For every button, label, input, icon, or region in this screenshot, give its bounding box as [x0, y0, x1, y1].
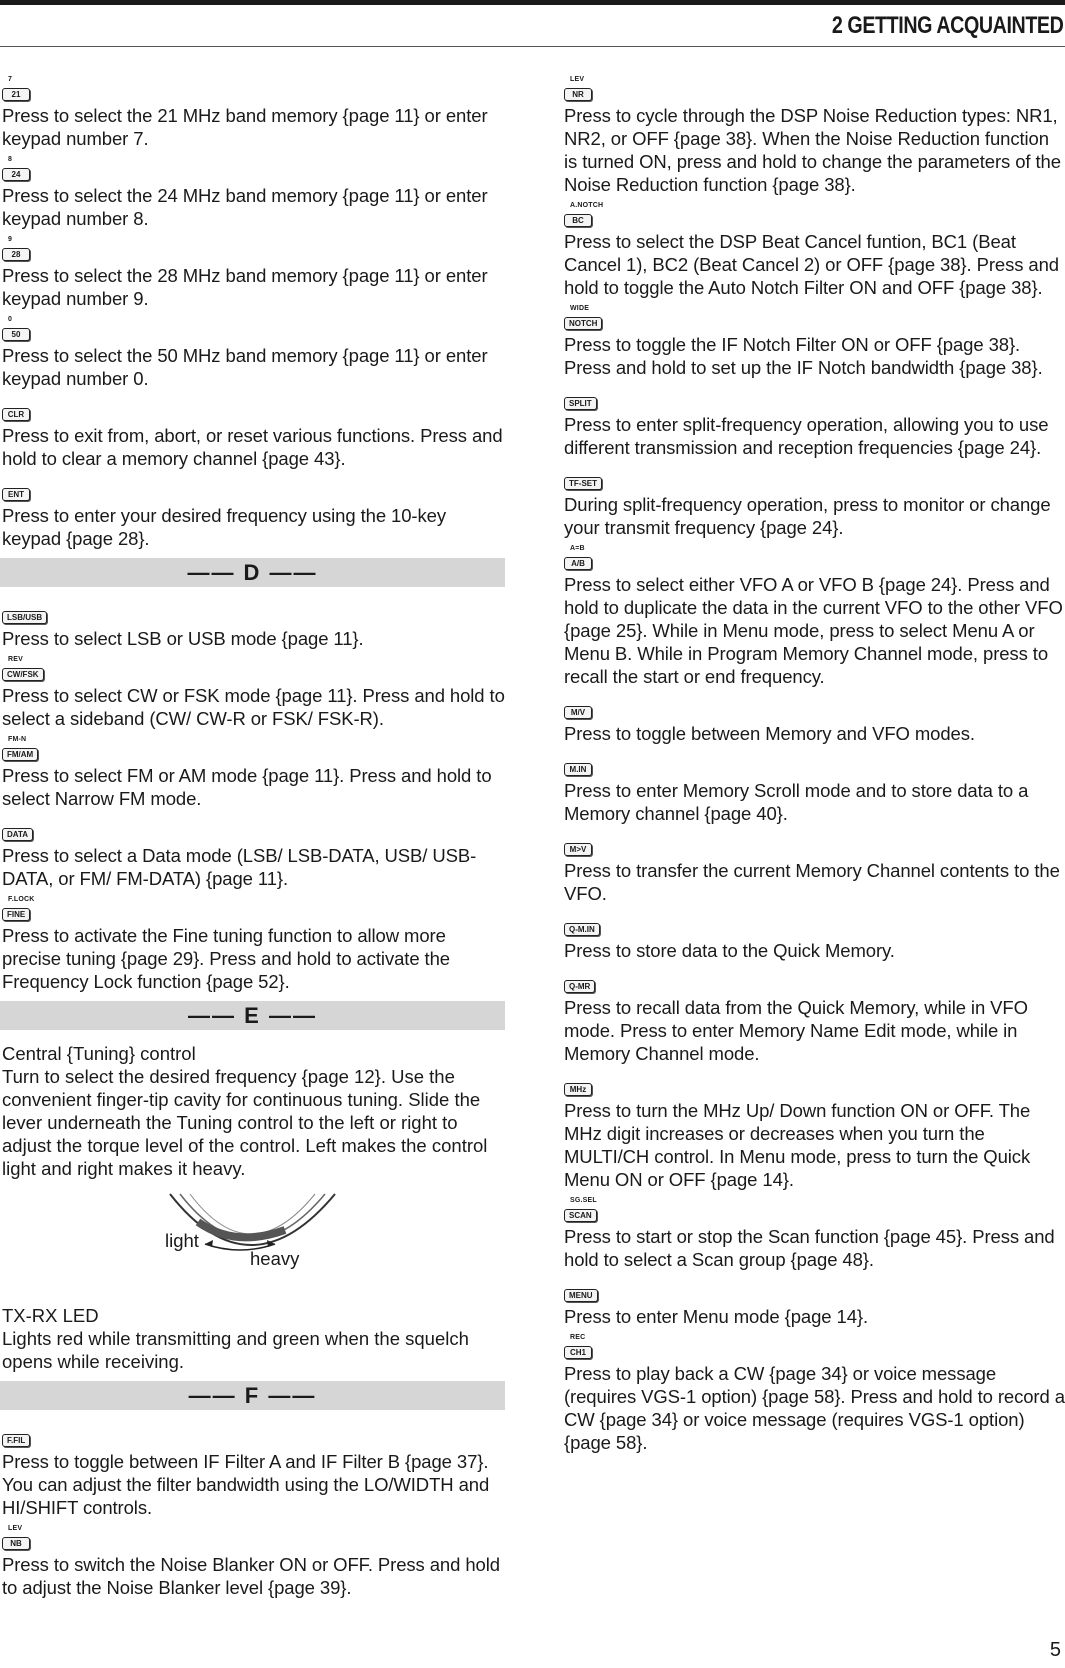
key-illustration — [2, 76, 505, 102]
key-secondary-label — [564, 465, 1065, 473]
dial-heavy-label: heavy — [250, 1248, 300, 1269]
key-secondary-label: SG.SEL — [570, 1197, 597, 1204]
key-description-item — [0, 736, 505, 810]
key-button-icon: 24 — [2, 168, 30, 181]
key-secondary-label — [564, 911, 1065, 919]
key-secondary-label: REC — [570, 1334, 586, 1341]
key-illustration — [2, 599, 505, 625]
key-button-icon: FINE — [2, 908, 30, 921]
key-button-icon: A/B — [564, 557, 592, 570]
key-description-text: Press to select the 24 MHz band memory {page 11} or enter keypad number 8. — [2, 185, 488, 229]
key-illustration — [2, 656, 505, 682]
key-description-item — [0, 896, 505, 993]
key-secondary-label — [564, 831, 1065, 839]
key-description-text: Press to start or stop the Scan function {page 45}. Press and hold to select a Scan group {page 48}. — [564, 1226, 1055, 1270]
key-button-icon: LSB/USB — [2, 611, 47, 624]
key-button-icon: M/V — [564, 706, 592, 719]
key-description-item — [0, 476, 505, 550]
key-description-item — [0, 236, 505, 310]
key-description-item — [562, 545, 1065, 688]
key-description-item — [0, 1525, 505, 1599]
key-button-icon: DATA — [2, 828, 33, 841]
key-secondary-label — [564, 1277, 1065, 1285]
key-description-text: Press to enter Menu mode {page 14}. — [564, 1306, 869, 1327]
key-button-icon: 28 — [2, 248, 30, 261]
top-rule — [0, 0, 1065, 5]
key-description-text: Press to select the 21 MHz band memory {page 11} or enter keypad number 7. — [2, 105, 488, 149]
key-description-text: Press to switch the Noise Blanker ON or OFF. Press and hold to adjust the Noise Blanker level {page 39}. — [2, 1554, 500, 1598]
key-button-icon: SCAN — [564, 1209, 597, 1222]
key-illustration — [564, 465, 1065, 491]
key-button-icon: CLR — [2, 408, 30, 421]
key-illustration — [564, 1334, 1065, 1360]
key-button-icon: MENU — [564, 1289, 598, 1302]
key-button-icon: 50 — [2, 328, 30, 341]
key-secondary-label — [2, 816, 505, 824]
key-button-icon: M>V — [564, 843, 592, 856]
key-button-icon: SPLIT — [564, 397, 597, 410]
key-description-item — [562, 968, 1065, 1065]
left-items-d — [0, 599, 505, 993]
key-description-text: Press to select the DSP Beat Cancel funtion, BC1 (Beat Cancel 1), BC2 (Beat Cancel 2) or OFF {page 38}. Press and hold to toggle the Auto Notch Filter ON and OFF {page 38}. — [564, 231, 1059, 298]
key-description-text: Press to toggle between Memory and VFO modes. — [564, 723, 975, 744]
key-secondary-label — [2, 476, 505, 484]
key-description-item — [0, 656, 505, 730]
left-column — [0, 76, 505, 1605]
key-illustration — [564, 1197, 1065, 1223]
key-illustration — [564, 202, 1065, 228]
key-description-text: Press to select LSB or USB mode {page 11}. — [2, 628, 364, 649]
chapter-title: 2 GETTING ACQUAINTED — [831, 12, 1063, 39]
key-button-icon: NB — [2, 1537, 30, 1550]
key-illustration — [2, 476, 505, 502]
key-button-icon: MHz — [564, 1083, 592, 1096]
key-description-item — [562, 385, 1065, 459]
key-description-item — [562, 1071, 1065, 1191]
key-secondary-label: F.LOCK — [8, 896, 35, 903]
key-description-item — [562, 694, 1065, 745]
key-illustration — [2, 1422, 505, 1448]
key-illustration — [564, 305, 1065, 331]
key-description-text: Press to toggle between IF Filter A and IF Filter B {page 37}. You can adjust the filter bandwidth using the LO/WIDTH and HI/SHIFT controls. — [2, 1451, 490, 1518]
key-description-text: Press to turn the MHz Up/ Down function ON or OFF. The MHz digit increases or decreases when you turn the MULTI/CH control. In Menu mode, press to turn the Quick Menu ON or OFF {page 14}. — [564, 1100, 1031, 1190]
dial-graphic — [0, 1186, 505, 1286]
key-description-text: Press to activate the Fine tuning function to allow more precise tuning {page 29}. Press and hold to activate the Frequency Lock function {page 52}. — [2, 925, 450, 992]
key-button-icon: Q-M.IN — [564, 923, 600, 936]
key-illustration — [564, 545, 1065, 571]
key-illustration — [2, 236, 505, 262]
key-secondary-label — [564, 751, 1065, 759]
key-description-text: Press to enter Memory Scroll mode and to store data to a Memory channel {page 40}. — [564, 780, 1029, 824]
txrx-title: TX-RX LED — [2, 1305, 99, 1326]
key-illustration — [564, 76, 1065, 102]
key-secondary-label — [564, 694, 1065, 702]
key-illustration — [564, 751, 1065, 777]
key-secondary-label: FM-N — [8, 736, 27, 743]
key-illustration — [564, 385, 1065, 411]
left-items-a — [0, 76, 505, 550]
key-illustration — [564, 694, 1065, 720]
key-description-item — [562, 1334, 1065, 1454]
txrx-description: Lights red while transmitting and green when the squelch opens while receiving. — [2, 1328, 469, 1372]
key-description-text: During split-frequency operation, press to monitor or change your transmit frequency {page 24}. — [564, 494, 1051, 538]
key-secondary-label: LEV — [8, 1525, 23, 1532]
key-button-icon: F.FIL — [2, 1434, 30, 1447]
key-secondary-label: A.NOTCH — [570, 202, 604, 209]
key-illustration — [2, 736, 505, 762]
key-description-text: Press to select the 28 MHz band memory {page 11} or enter keypad number 9. — [2, 265, 488, 309]
tuning-title: Central {Tuning} control — [2, 1043, 196, 1064]
key-illustration — [2, 396, 505, 422]
key-description-text: Press to exit from, abort, or reset various functions. Press and hold to clear a memory channel {page 43}. — [2, 425, 503, 469]
key-button-icon: ENT — [2, 488, 30, 501]
key-secondary-label — [2, 396, 505, 404]
key-description-text: Press to select a Data mode (LSB/ LSB-DATA, USB/ USB-DATA, or FM/ FM-DATA) {page 11}. — [2, 845, 477, 889]
key-secondary-label: 7 — [8, 76, 13, 83]
key-illustration — [2, 816, 505, 842]
key-button-icon: 21 — [2, 88, 30, 101]
section-e-heading: —— E —— — [0, 1001, 505, 1030]
key-button-icon: CH1 — [564, 1346, 592, 1359]
key-description-item — [562, 1277, 1065, 1328]
key-secondary-label — [564, 1071, 1065, 1079]
key-description-item — [0, 1422, 505, 1519]
key-secondary-label — [564, 385, 1065, 393]
key-button-icon: TF-SET — [564, 477, 602, 490]
key-illustration — [2, 896, 505, 922]
key-description-item — [0, 816, 505, 890]
key-description-item — [562, 305, 1065, 379]
key-secondary-label: WIDE — [570, 305, 590, 312]
tuning-description: Turn to select the desired frequency {page 12}. Use the convenient finger-tip cavity for continuous tuning. Slide the lever underneath the Tuning control to the left or right to adjust the torque level of the control. Left makes the control light and right makes it heavy. — [2, 1066, 488, 1179]
key-illustration — [2, 1525, 505, 1551]
key-description-item — [562, 465, 1065, 539]
key-description-item — [0, 156, 505, 230]
key-illustration — [2, 156, 505, 182]
key-button-icon: FM/AM — [2, 748, 38, 761]
key-description-text: Press to cycle through the DSP Noise Reduction types: NR1, NR2, or OFF {page 38}. When the Noise Reduction function is turned ON, press and hold to change the parameters of the Noise Reduction function {page 38}. — [564, 105, 1061, 195]
key-illustration — [2, 316, 505, 342]
key-description-text: Press to store data to the Quick Memory. — [564, 940, 895, 961]
key-illustration — [564, 911, 1065, 937]
key-description-text: Press to enter split-frequency operation, allowing you to use different transmission and reception frequencies {page 24}. — [564, 414, 1049, 458]
key-secondary-label: 8 — [8, 156, 13, 163]
key-secondary-label: REV — [8, 656, 23, 663]
key-description-text: Press to transfer the current Memory Channel contents to the VFO. — [564, 860, 1060, 904]
header-rule — [0, 46, 1065, 47]
key-secondary-label: LEV — [570, 76, 585, 83]
key-button-icon: NR — [564, 88, 592, 101]
key-button-icon: BC — [564, 214, 592, 227]
key-illustration — [564, 968, 1065, 994]
left-items-f — [0, 1422, 505, 1599]
key-description-text: Press to recall data from the Quick Memory, while in VFO mode. Press to enter Memory Name Edit mode, while in Memory Channel mode. — [564, 997, 1028, 1064]
key-secondary-label: A=B — [570, 545, 585, 552]
key-button-icon: M.IN — [564, 763, 592, 776]
key-description-item — [0, 76, 505, 150]
right-column — [562, 76, 1065, 1460]
page-number: 5 — [1049, 1639, 1061, 1661]
key-description-item — [0, 599, 505, 650]
key-description-item — [562, 202, 1065, 299]
key-illustration — [564, 1071, 1065, 1097]
key-description-text: Press to select CW or FSK mode {page 11}. Press and hold to select a sideband (CW/ CW-R or FSK/ FSK-R). — [2, 685, 505, 729]
key-button-icon: Q-MR — [564, 980, 595, 993]
key-description-item — [0, 396, 505, 470]
key-description-text: Press to select either VFO A or VFO B {page 24}. Press and hold to duplicate the data in the current VFO to the other VFO {page 25}. While in Menu mode, press to select Menu A or Menu B. While in Program Memory Channel mode, press to recall the start or end frequency. — [564, 574, 1063, 687]
key-secondary-label — [564, 968, 1065, 976]
key-description-item — [562, 1197, 1065, 1271]
key-description-text: Press to select the 50 MHz band memory {page 11} or enter keypad number 0. — [2, 345, 488, 389]
key-button-icon: CW/FSK — [2, 668, 44, 681]
key-illustration — [564, 831, 1065, 857]
key-description-text: Press to select FM or AM mode {page 11}. Press and hold to select Narrow FM mode. — [2, 765, 492, 809]
key-description-item — [0, 316, 505, 390]
key-description-text: Press to enter your desired frequency using the 10-key keypad {page 28}. — [2, 505, 446, 549]
key-description-item — [562, 751, 1065, 825]
section-f-heading: —— F —— — [0, 1381, 505, 1410]
key-description-item — [562, 76, 1065, 196]
key-description-item — [562, 831, 1065, 905]
key-secondary-label — [2, 599, 505, 607]
key-description-item — [562, 911, 1065, 962]
dial-light-label: light — [165, 1230, 199, 1251]
key-illustration — [564, 1277, 1065, 1303]
section-d-heading: —— D —— — [0, 558, 505, 587]
tuning-dial-illustration — [0, 1186, 505, 1286]
key-description-text: Press to toggle the IF Notch Filter ON or OFF {page 38}. Press and hold to set up the IF Notch bandwidth {page 38}. — [564, 334, 1043, 378]
key-description-text: Press to play back a CW {page 34} or voice message (requires VGS-1 option) {page 58}. Press and hold to record a CW {page 34} or voice message (requires VGS-1 option) {page 58}. — [564, 1363, 1065, 1453]
key-secondary-label: 0 — [8, 316, 13, 323]
key-button-icon: NOTCH — [564, 317, 602, 330]
key-secondary-label — [2, 1422, 505, 1430]
right-items — [562, 76, 1065, 1454]
key-secondary-label: 9 — [8, 236, 13, 243]
